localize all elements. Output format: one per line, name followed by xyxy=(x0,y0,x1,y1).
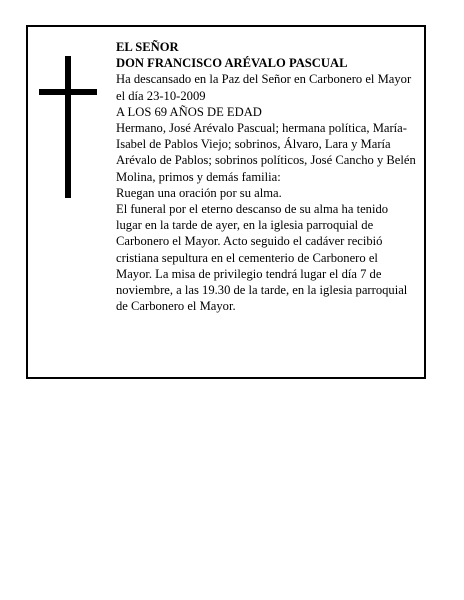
prayer-request: Ruegan una oración por su alma. xyxy=(116,185,282,200)
funeral-info: El funeral por el eterno descanso de su alma ha tenido lugar en la tarde de ayer, en la iglesia parroquial de Carbonero el Mayor. Acto seguido el cadáver recibió cristiana sepultura en el cementerio de Carbonero el Mayor. La misa de privilegio tendrá lugar el día 7 de noviembre, a las 19.30 de la tarde, en la iglesia parroquial de Carbonero el Mayor. xyxy=(116,202,408,314)
notice-title-line-2: DON FRANCISCO ARÉVALO PASCUAL xyxy=(116,56,348,71)
obituary-notice xyxy=(26,25,426,379)
cross-icon xyxy=(39,56,97,198)
notice-title-line-1: EL SEÑOR xyxy=(116,40,179,54)
family-statement: Hermano, José Arévalo Pascual; hermana política, María-Isabel de Pablos Viejo; sobrinos, Álvaro, Lara y María Arévalo de Pablos; sobrinos políticos, José Cancho y Belén Molina, primos y demás familia: xyxy=(116,121,416,184)
notice-text-block xyxy=(116,39,416,314)
cross-horizontal-bar xyxy=(39,89,97,95)
death-statement: Ha descansado en la Paz del Señor en Carbonero el Mayor el día 23-10-2009 xyxy=(116,72,412,103)
age-statement: A LOS 69 AÑOS DE EDAD xyxy=(116,104,262,119)
cross-vertical-bar xyxy=(65,56,71,198)
